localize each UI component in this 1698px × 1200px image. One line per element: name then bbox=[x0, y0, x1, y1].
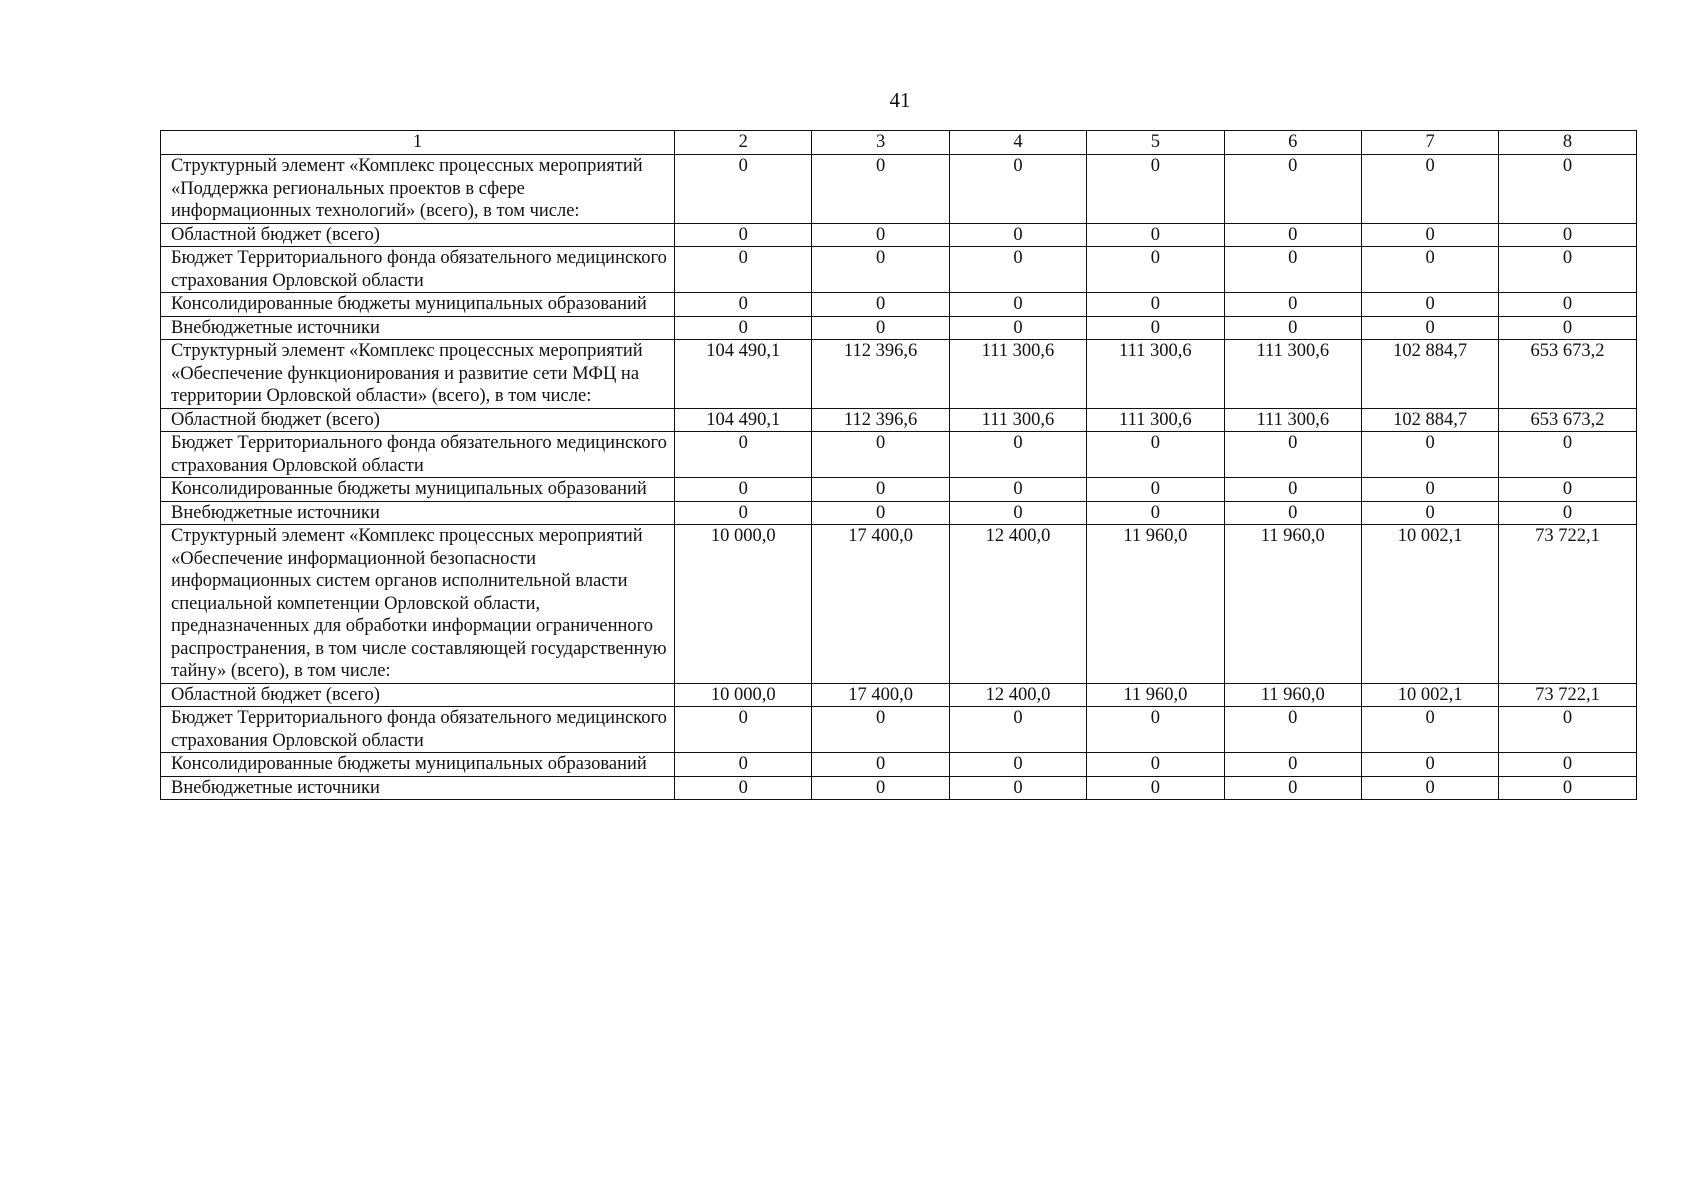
value-cell: 0 bbox=[1499, 776, 1636, 800]
value-cell: 0 bbox=[1087, 155, 1224, 224]
value-cell: 0 bbox=[1361, 753, 1498, 777]
value-cell: 0 bbox=[1499, 247, 1636, 293]
value-cell: 111 300,6 bbox=[1087, 408, 1224, 432]
row-label: Внебюджетные источники bbox=[161, 776, 675, 800]
value-cell: 0 bbox=[949, 478, 1086, 502]
value-cell: 0 bbox=[1499, 293, 1636, 317]
column-header: 3 bbox=[812, 131, 949, 155]
value-cell: 0 bbox=[675, 247, 812, 293]
row-label: Бюджет Территориального фонда обязательного медицинского страхования Орловской области bbox=[161, 432, 675, 478]
value-cell: 0 bbox=[1361, 293, 1498, 317]
value-cell: 0 bbox=[1361, 247, 1498, 293]
table-row bbox=[161, 707, 1637, 753]
value-cell: 0 bbox=[675, 293, 812, 317]
column-header: 2 bbox=[675, 131, 812, 155]
value-cell: 0 bbox=[1499, 155, 1636, 224]
table-row bbox=[161, 501, 1637, 525]
value-cell: 10 002,1 bbox=[1361, 683, 1498, 707]
value-cell: 0 bbox=[1224, 293, 1361, 317]
value-cell: 0 bbox=[1087, 316, 1224, 340]
value-cell: 0 bbox=[812, 501, 949, 525]
value-cell: 0 bbox=[1224, 707, 1361, 753]
table-row bbox=[161, 776, 1637, 800]
table-row bbox=[161, 155, 1637, 224]
value-cell: 653 673,2 bbox=[1499, 408, 1636, 432]
value-cell: 0 bbox=[1224, 316, 1361, 340]
table-row bbox=[161, 753, 1637, 777]
value-cell: 111 300,6 bbox=[949, 408, 1086, 432]
value-cell: 10 002,1 bbox=[1361, 525, 1498, 684]
value-cell: 0 bbox=[675, 432, 812, 478]
value-cell: 0 bbox=[949, 776, 1086, 800]
value-cell: 0 bbox=[1087, 293, 1224, 317]
value-cell: 0 bbox=[1499, 478, 1636, 502]
value-cell: 17 400,0 bbox=[812, 683, 949, 707]
value-cell: 0 bbox=[675, 478, 812, 502]
value-cell: 0 bbox=[812, 478, 949, 502]
row-label: Бюджет Территориального фонда обязательного медицинского страхования Орловской области bbox=[161, 707, 675, 753]
row-label: Внебюджетные источники bbox=[161, 316, 675, 340]
value-cell: 10 000,0 bbox=[675, 525, 812, 684]
value-cell: 0 bbox=[949, 316, 1086, 340]
value-cell: 0 bbox=[812, 316, 949, 340]
value-cell: 112 396,6 bbox=[812, 408, 949, 432]
value-cell: 73 722,1 bbox=[1499, 683, 1636, 707]
row-label: Бюджет Территориального фонда обязательного медицинского страхования Орловской области bbox=[161, 247, 675, 293]
column-header: 4 bbox=[949, 131, 1086, 155]
value-cell: 0 bbox=[1224, 478, 1361, 502]
row-label: Областной бюджет (всего) bbox=[161, 408, 675, 432]
table-row bbox=[161, 316, 1637, 340]
row-label: Структурный элемент «Комплекс процессных мероприятий «Обеспечение информационной безопасности информационных систем органов исполнительной власти специальной компетенции Орловской области, предназначенных для обработки информации ограниченного распространения, в том числе составляющей государственную тайну» (всего), в том числе: bbox=[161, 525, 675, 684]
table-row bbox=[161, 223, 1637, 247]
value-cell: 0 bbox=[812, 155, 949, 224]
value-cell: 0 bbox=[1499, 501, 1636, 525]
value-cell: 111 300,6 bbox=[1224, 340, 1361, 409]
value-cell: 0 bbox=[1361, 155, 1498, 224]
value-cell: 10 000,0 bbox=[675, 683, 812, 707]
value-cell: 0 bbox=[1499, 753, 1636, 777]
value-cell: 0 bbox=[1224, 247, 1361, 293]
row-label: Консолидированные бюджеты муниципальных образований bbox=[161, 478, 675, 502]
table-row bbox=[161, 247, 1637, 293]
value-cell: 0 bbox=[812, 753, 949, 777]
value-cell: 0 bbox=[1224, 753, 1361, 777]
value-cell: 0 bbox=[1087, 432, 1224, 478]
row-label: Областной бюджет (всего) bbox=[161, 683, 675, 707]
value-cell: 0 bbox=[812, 223, 949, 247]
value-cell: 0 bbox=[1361, 432, 1498, 478]
table-row bbox=[161, 478, 1637, 502]
value-cell: 0 bbox=[812, 432, 949, 478]
value-cell: 0 bbox=[1499, 316, 1636, 340]
value-cell: 11 960,0 bbox=[1224, 683, 1361, 707]
value-cell: 111 300,6 bbox=[1087, 340, 1224, 409]
table-body bbox=[161, 155, 1637, 800]
value-cell: 111 300,6 bbox=[1224, 408, 1361, 432]
header-row bbox=[161, 131, 1637, 155]
table-row bbox=[161, 525, 1637, 684]
row-label: Структурный элемент «Комплекс процессных мероприятий «Обеспечение функционирования и развитие сети МФЦ на территории Орловской области» (всего), в том числе: bbox=[161, 340, 675, 409]
value-cell: 0 bbox=[812, 707, 949, 753]
value-cell: 0 bbox=[1087, 247, 1224, 293]
value-cell: 0 bbox=[949, 247, 1086, 293]
value-cell: 0 bbox=[1224, 776, 1361, 800]
value-cell: 0 bbox=[1361, 478, 1498, 502]
value-cell: 0 bbox=[1087, 501, 1224, 525]
value-cell: 0 bbox=[812, 247, 949, 293]
value-cell: 0 bbox=[1087, 478, 1224, 502]
value-cell: 0 bbox=[1499, 223, 1636, 247]
value-cell: 11 960,0 bbox=[1087, 683, 1224, 707]
table-row bbox=[161, 408, 1637, 432]
value-cell: 0 bbox=[675, 316, 812, 340]
value-cell: 0 bbox=[1087, 223, 1224, 247]
value-cell: 104 490,1 bbox=[675, 408, 812, 432]
value-cell: 0 bbox=[1087, 753, 1224, 777]
table-row bbox=[161, 683, 1637, 707]
column-header: 8 bbox=[1499, 131, 1636, 155]
value-cell: 0 bbox=[949, 293, 1086, 317]
value-cell: 11 960,0 bbox=[1224, 525, 1361, 684]
value-cell: 0 bbox=[1499, 707, 1636, 753]
value-cell: 73 722,1 bbox=[1499, 525, 1636, 684]
value-cell: 0 bbox=[675, 707, 812, 753]
column-header: 5 bbox=[1087, 131, 1224, 155]
value-cell: 12 400,0 bbox=[949, 525, 1086, 684]
value-cell: 0 bbox=[675, 776, 812, 800]
table-row bbox=[161, 293, 1637, 317]
row-label: Структурный элемент «Комплекс процессных мероприятий «Поддержка региональных проектов в сфере информационных технологий» (всего), в том числе: bbox=[161, 155, 675, 224]
value-cell: 0 bbox=[1361, 501, 1498, 525]
row-label: Консолидированные бюджеты муниципальных образований bbox=[161, 293, 675, 317]
value-cell: 0 bbox=[812, 293, 949, 317]
budget-table bbox=[160, 130, 1637, 800]
row-label: Консолидированные бюджеты муниципальных образований bbox=[161, 753, 675, 777]
value-cell: 0 bbox=[675, 155, 812, 224]
value-cell: 11 960,0 bbox=[1087, 525, 1224, 684]
value-cell: 112 396,6 bbox=[812, 340, 949, 409]
value-cell: 0 bbox=[949, 432, 1086, 478]
value-cell: 0 bbox=[949, 753, 1086, 777]
value-cell: 0 bbox=[949, 707, 1086, 753]
value-cell: 0 bbox=[949, 501, 1086, 525]
row-label: Внебюджетные источники bbox=[161, 501, 675, 525]
value-cell: 0 bbox=[1499, 432, 1636, 478]
column-header: 6 bbox=[1224, 131, 1361, 155]
page-number: 41 bbox=[889, 88, 911, 112]
value-cell: 0 bbox=[949, 155, 1086, 224]
value-cell: 0 bbox=[1224, 432, 1361, 478]
value-cell: 0 bbox=[1361, 223, 1498, 247]
value-cell: 0 bbox=[1224, 155, 1361, 224]
value-cell: 111 300,6 bbox=[949, 340, 1086, 409]
value-cell: 0 bbox=[1224, 223, 1361, 247]
value-cell: 17 400,0 bbox=[812, 525, 949, 684]
table-row bbox=[161, 340, 1637, 409]
column-header: 1 bbox=[161, 131, 675, 155]
value-cell: 0 bbox=[1224, 501, 1361, 525]
value-cell: 12 400,0 bbox=[949, 683, 1086, 707]
value-cell: 0 bbox=[675, 753, 812, 777]
value-cell: 653 673,2 bbox=[1499, 340, 1636, 409]
value-cell: 0 bbox=[1361, 776, 1498, 800]
row-label: Областной бюджет (всего) bbox=[161, 223, 675, 247]
value-cell: 0 bbox=[1361, 316, 1498, 340]
column-header: 7 bbox=[1361, 131, 1498, 155]
value-cell: 0 bbox=[675, 501, 812, 525]
value-cell: 0 bbox=[812, 776, 949, 800]
value-cell: 0 bbox=[1087, 707, 1224, 753]
value-cell: 0 bbox=[675, 223, 812, 247]
table-row bbox=[161, 432, 1637, 478]
value-cell: 102 884,7 bbox=[1361, 408, 1498, 432]
value-cell: 0 bbox=[949, 223, 1086, 247]
value-cell: 0 bbox=[1361, 707, 1498, 753]
value-cell: 104 490,1 bbox=[675, 340, 812, 409]
value-cell: 0 bbox=[1087, 776, 1224, 800]
value-cell: 102 884,7 bbox=[1361, 340, 1498, 409]
